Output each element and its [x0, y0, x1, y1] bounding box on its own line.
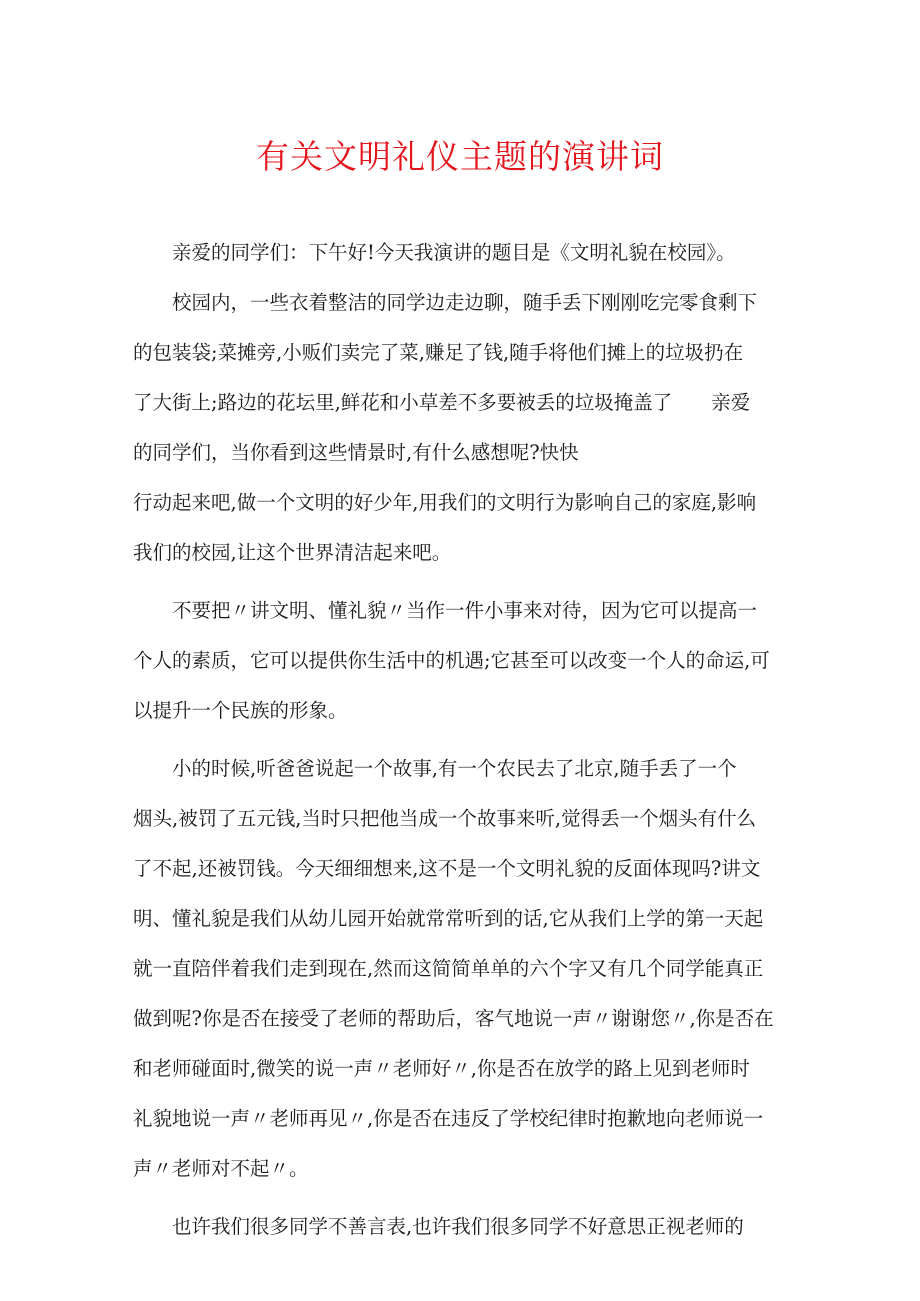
text-line: 礼貌地说一声〃老师再见〃,你是否在违反了学校纪律时抱歉地向老师说一 [133, 1107, 764, 1130]
document-body [133, 228, 793, 1252]
text-line: 校园内，一些衣着整洁的同学边走边聊，随手丢下刚刚吃完零食剩下 [172, 291, 758, 314]
text-line: 烟头,被罚了五元钱,当时只把他当成一个故事来听,觉得丢一个烟头有什么 [133, 807, 757, 830]
text-line: 的包装袋;菜摊旁,小贩们卖完了菜,赚足了钱,随手将他们摊上的垃圾扔在 [133, 341, 744, 364]
text-line: 我们的校园,让这个世界清洁起来吧。 [133, 541, 452, 564]
text-line: 了大街上;路边的花坛里,鲜花和小草差不多要被丢的垃圾掩盖了 亲爱 [133, 391, 751, 414]
text-line: 个人的素质，它可以提供你生活中的机遇;它甚至可以改变一个人的命运,可 [133, 649, 770, 672]
text-line: 做到呢?你是否在接受了老师的帮助后，客气地说一声〃谢谢您〃,你是否在 [133, 1007, 774, 1030]
text-line: 声〃老师对不起〃。 [133, 1157, 309, 1180]
page-title: 有关文明礼仪主题的演讲词 [256, 137, 664, 176]
text-line: 的同学们，当你看到这些情景时,有什么感想呢?快快 [133, 441, 579, 464]
text-line: 和老师碰面时,微笑的说一声〃老师好〃,你是否在放学的路上见到老师时 [133, 1057, 750, 1080]
text-line: 了不起,还被罚钱。今天细细想来,这不是一个文明礼貌的反面体现吗?讲文 [133, 857, 761, 880]
text-line: 以提升一个民族的形象。 [133, 699, 348, 722]
text-line: 明、懂礼貌是我们从幼儿园开始就常常听到的话,它从我们上学的第一天起 [133, 907, 764, 930]
text-line: 不要把〃讲文明、懂礼貌〃当作一件小事来对待，因为它可以提高一 [172, 599, 758, 622]
text-line: 就一直陪伴着我们走到现在,然而这简简单单的六个字又有几个同学能真正 [133, 957, 764, 980]
text-line: 亲爱的同学们：下午好!今天我演讲的题目是《文明礼貌在校园》。 [172, 241, 736, 264]
text-line: 行动起来吧,做一个文明的好少年,用我们的文明行为影响自己的家庭,影响 [133, 491, 757, 514]
text-line: 也许我们很多同学不善言表,也许我们很多同学不好意思正视老师的 [172, 1215, 744, 1238]
text-line: 小的时候,听爸爸说起一个故事,有一个农民去了北京,随手丢了一个 [172, 757, 737, 780]
